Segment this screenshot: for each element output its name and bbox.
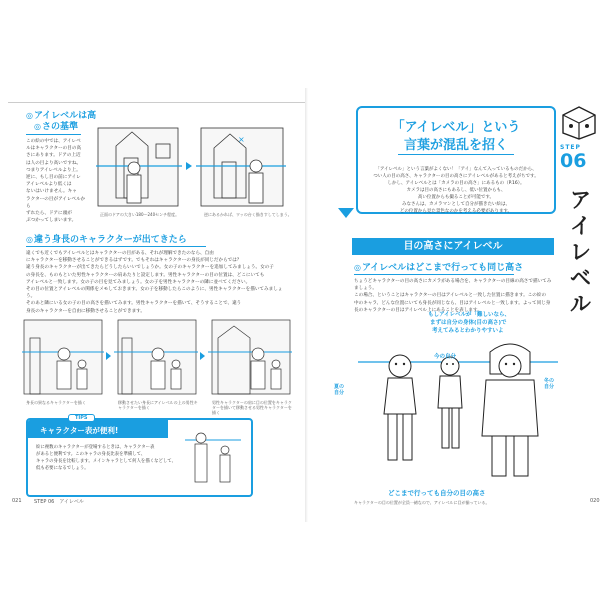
left-folio-num: 021 [12,498,22,504]
left-folio-title: STEP 06 アイレベル [34,499,84,505]
vertical-title: アイレベル [566,188,591,318]
bubble-tail [338,208,354,218]
sec2-heading: ◎ 違う身長のキャラクターが出てきたら [26,234,187,246]
step-number: 06 [560,150,587,172]
tips-label: TIPS [68,414,95,422]
sec1-heading-rule [26,134,81,135]
right-page [308,88,602,522]
step-label: STEP [560,144,581,151]
sec3-heading: ◎ アイレベルはどこまで行っても同じ高さ [354,262,523,274]
sec1-caption-left: 正面のドアの大きい180～240センチ程度。 [100,212,180,217]
caption-bottom: キャラクターの目の位置が全員一緒なので、アイレベルに目が揃っている。 [354,500,490,505]
sec2-caption-b: 移動させたい身長にアイレベルの上の男性キャラクターを描く [118,400,198,410]
section-band: 目の高さにアイレベル [352,238,554,255]
top-rule [8,102,305,103]
sec2-body: 遠くでも近くでもアイレベルとはキャラクターの目がある、それが理解できたのなら、自由 にキャラクターを移動させることができるはずです。でもそれはキャラクターの身長が同じだからでは？ 違う身長のキャラクターが出てきたらどうしたらいいでしょうか。女の子のキャラクターを追加してみましょう。女の子 の身長を、ものもといた男性キャラクターの肩あたりと設定します。男性キャラクターの目の位置は、どこにいても アイレベルと一致します。女の子の目を見てみましょう。女の子を男性キャラクターの隣に並べてください。 その目の位置とアイレベルの関係をメモしておきます。女の子を移動したらこのように、男性キャラクターを描いてみましょう。 そのあと隣にいる女の子の目の高さを描いてみます。男性キャラクターを描いて、そうすることで、違う 身長のキャラクターを自由に移動させることができます。 [26,251,283,314]
book-spread [8,88,602,522]
hand-note-line3: 考えてみるとわかりやすいよ [432,328,504,334]
sec2-caption-c: 男性キャラクターの肩に目の位置をキャラクターを描いて移動させる男性キャラクターを描く [212,400,292,415]
right-folio-num: 020 [590,498,600,504]
sec3-heading-rule [354,274,514,275]
sec1-heading-line1: ◎ アイレベルは高 [26,110,96,122]
svg-text:×: × [238,135,245,144]
hand-note-line1: もしアイレベルが「難しいなら、 [428,312,511,318]
sec2-heading-rule [26,246,206,247]
step-cube-icon [562,106,596,140]
bubble-title-line1: 「アイレベル」という [391,120,521,135]
three-characters-illustration [358,336,558,486]
sec1-body: この絵の中では、アイレベ ルはキャラクターの目の高 さにあります。ドアの上辺 は人の目より高いですね。 つまりアイレベルより上。 逆に、もし目の前にアイレ アイレベルより低くは ないはいけません。キャ ラクターの目がアイレベルから ずれたら、ドアに頭が ぶつかってしまいます。 [26,139,86,224]
height-illustration [22,312,292,398]
sec3-body: ちょうどキャラクターの目の高さにカメラがある場合を、キャラクターの目線の高さで描いてみましょう。 この場合、ということはキャラクターの目はアイレベルと一致した位置に描きます。この絵の 中のキャラ、どんな位置にいても身長が同じなら、目はアイレベルと一致します。よって同じ身 長のキャラクターの目はアイレベル上にあることを表します。 [354,279,552,313]
bubble-title-line2: 言葉が混乱を招く [403,138,508,153]
left-page [8,88,305,522]
label-now-self: 今の自分 [434,354,457,360]
tips-body: 絵に複数のキャラクターが登場するときは、キャラクター表 があると便利です。このキャラの身長比表を準備して、 キャラの身長を比較します。メインキャラとして何人を描くなどして、 低も必要になるでしょう。 [36,445,176,471]
bubble-body: 「アイレベル」という言葉がよくない！「アイ」なんて入っているものだから、 つい人の目の高さ、キャラクターの目の高さにアイレベルがあると考えがちです。 しかし、アイレベルとは「カメラの目の高さ」にあるもの（P.16）。 カメラは目の高さにもあるし、低い位置からも、 高い位置からも撮ることが可能です。 みなさんは、カメラマンとして自分が描きたい絵は、 どの位置から見た景色なのかを考える必要があります。 [373,167,539,214]
label-summer-self: 夏の自分 [334,384,345,396]
sec1-caption-right: 逆にあるかれば、ワッの台く描きすしてしまう。 [204,212,292,217]
character-chart-illustration [183,426,243,488]
bubble-rule [398,154,514,155]
sec1-heading-line2: ◎ さの基準 [34,121,78,133]
hand-note-line2: まずは自分の身体(目の高さ)で [430,320,507,326]
speech-bubble [356,106,556,214]
label-winter-self: 冬の自分 [544,378,555,390]
bottom-note: どこまで行っても自分の目の高さ [388,489,486,497]
tips-box [26,415,253,497]
tips-title: キャラクター表が便利! [40,426,119,435]
sec2-caption-a: 身長の異なるキャラクターを描く [26,400,86,405]
door-illustration [96,118,286,210]
